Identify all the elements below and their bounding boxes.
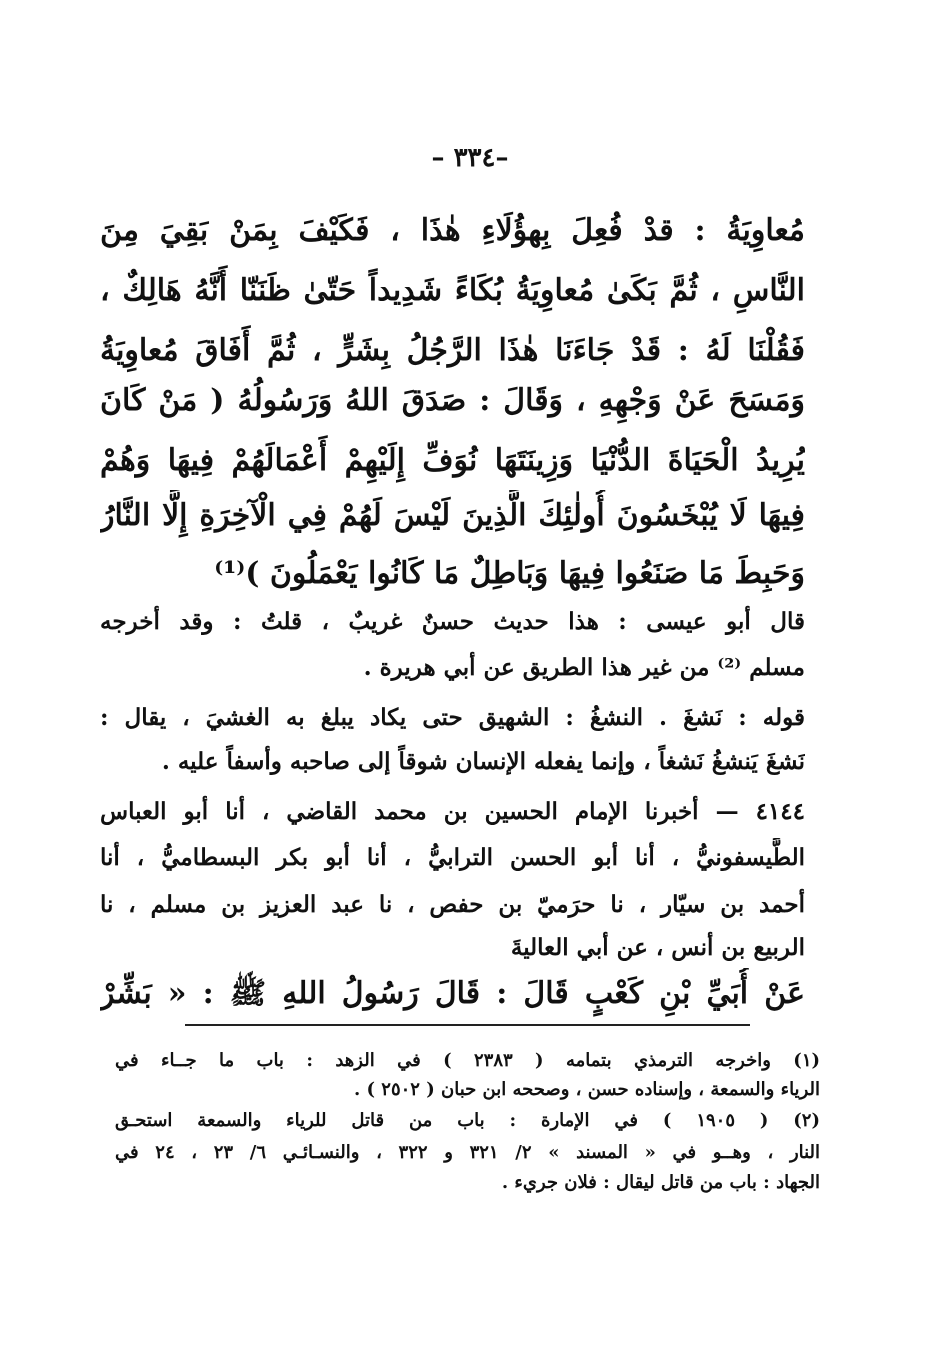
next-hadith-line: عَنْ أُبَيِّ بْنِ كَعْبٍ قَالَ : قَالَ رَسُولُ اللهِ ﷺ : « بَشِّرْ bbox=[100, 976, 805, 1011]
hadith-line: يُرِيدُ الْحَيَاةَ الدُّنْيَا وَزِينَتَهَا نُوَفِّ إِلَيْهِمْ أَعْمَالَهُمْ فِيهَا وَهُمْ bbox=[100, 443, 805, 478]
chain-line: الربيع بن أنس ، عن أبي العاليةَ bbox=[510, 934, 805, 961]
page-number: – ٣٣٤– bbox=[431, 143, 509, 173]
hadith-line: مُعاوِيَةُ : قدْ فُعِلَ بِهؤُلَاءِ هٰذَا ، فَكَيْفَ بِمَنْ بَقِيَ مِنَ bbox=[100, 213, 805, 248]
footnote-line: النار ، وهــو في « المسند » ٢/ ٣٢١ و ٣٢٢ ، والنسـائـي ٦/ ٢٣ ، ٢٤ في bbox=[115, 1142, 820, 1163]
hadith-line: فَقُلْنَا لَهُ : قَدْ جَاءَنَا هٰذَا الرَّجُلُ بِشَرٍّ ، ثُمَّ أَفَاقَ مُعاوِيَةُ bbox=[100, 333, 805, 368]
footnote-line: (١) واخرجه الترمذي بتمامه ( ٢٣٨٣ ) في الزهد : باب ما جــاء في bbox=[115, 1050, 820, 1071]
chain-line: أحمد بن سيّار ، نا حرَميّ بن حفص ، نا عبد العزيز بن مسلم ، نا bbox=[100, 891, 805, 918]
explanation-line: قوله : نَشغَ . النشغُ : الشهيق حتى يكاد يبلغ به الغشيَ ، يقال : bbox=[100, 704, 805, 731]
explanation-line: نَشغَ يَنشغُ نَشغاً ، وإنما يفعله الإنسان شوقاً إلى صاحبه وأسفاً عليه . bbox=[161, 748, 805, 775]
chain-line: الطَّيسفونيُّ ، أنا أبو الحسن الترابيُّ ، أنا أبو بكر البسطاميُّ ، أنا bbox=[100, 844, 805, 871]
hadith-line: وَمَسَحَ عَنْ وَجْهِهِ ، وَقَالَ : صَدَقَ اللهُ وَرَسُولُهُ ( مَنْ كَانَ bbox=[100, 383, 805, 418]
commentary-line: مسلم ⁽²⁾ من غير هذا الطريق عن أبي هريرة . bbox=[363, 654, 805, 681]
footnote-line: (٢) ( ١٩٠٥ ) في الإمارة : باب من قاتل للرياء والسمعة استحـق bbox=[115, 1110, 820, 1131]
commentary-line: قال أبو عيسى : هذا حديث حسنٌ غريبٌ ، قلتُ : وقد أخرجه bbox=[100, 608, 805, 635]
footnote-line: الجهاد : باب من قاتل ليقال : فلان جريء . bbox=[501, 1172, 820, 1193]
chain-line: ٤١٤٤ — أخبرنا الإمام الحسين بن محمد القاضي ، أنا أبو العباس bbox=[100, 798, 805, 825]
footnote-divider bbox=[185, 1024, 750, 1026]
hadith-line: فِيهَا لَا يُبْخَسُونَ أُولٰئِكَ الَّذِينَ لَيْسَ لَهُمْ فِي الْآخِرَةِ إِلَّا النَّارُ bbox=[100, 498, 805, 533]
footnote-line: الرياء والسمعة ، وإسناده حسن ، وصححه ابن حبان ( ٢٥٠٢ ) . bbox=[353, 1079, 820, 1100]
hadith-line: النَّاسِ ، ثُمَّ بَكَىٰ مُعاوِيَةُ بُكَاءً شَدِيداً حَتّىٰ ظَنَنّا أَنَّهُ هَالِكٌ ، bbox=[100, 273, 805, 308]
hadith-line: وَحَبِطَ مَا صَنَعُوا فِيهَا وَبَاطِلٌ مَا كَانُوا يَعْمَلُونَ )⁽¹⁾ bbox=[214, 556, 805, 591]
